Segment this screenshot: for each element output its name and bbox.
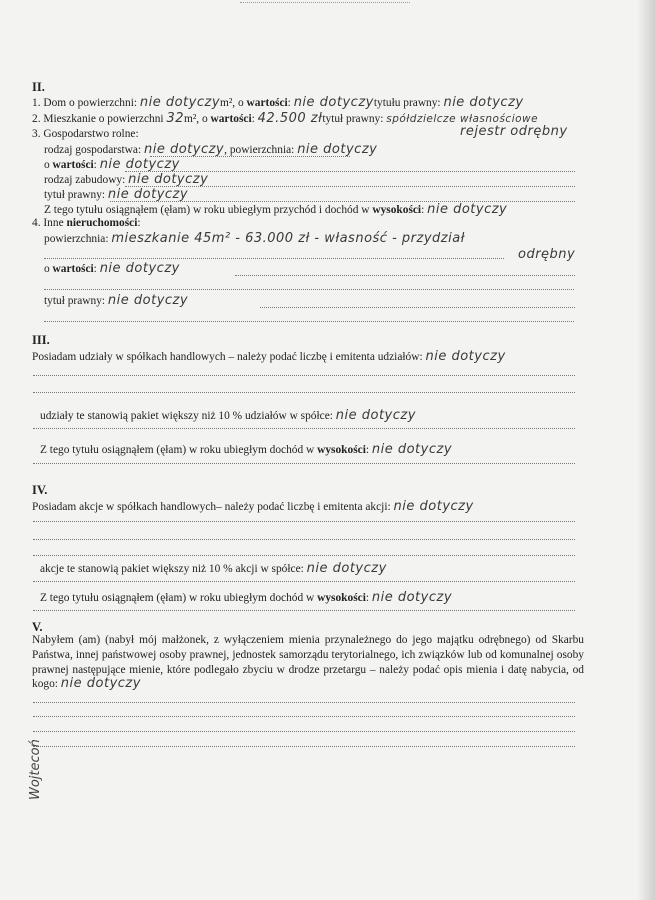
- farm-building-handwritten: nie dotyczy: [128, 172, 209, 187]
- dotted-line: [125, 186, 575, 187]
- dotted-line: [44, 258, 504, 259]
- stocks-handwritten: nie dotyczy: [393, 499, 474, 514]
- farm-income-handwritten: nie dotyczy: [427, 202, 508, 217]
- shares-income-handwritten: nie dotyczy: [371, 442, 453, 457]
- section-heading-3: III.: [32, 333, 50, 347]
- dotted-line: [33, 716, 575, 717]
- dotted-line: [150, 156, 350, 157]
- flat-title-handwritten: spółdzielcze własnościowe: [386, 113, 539, 125]
- dotted-line: [33, 521, 575, 522]
- shares-income-line: Z tego tytułu osiągnąłem (ęłam) w roku ubiegłym dochód w wysokości: nie dotyczy: [40, 442, 453, 457]
- flat-register-handwritten: rejestr odrębny: [460, 124, 568, 139]
- other-value-handwritten: nie dotyczy: [99, 261, 180, 276]
- other-title-handwritten: nie dotyczy: [107, 293, 189, 308]
- dotted-line: [33, 746, 575, 747]
- house-line: 1. Dom o powierzchni: nie dotyczym², o wartości: nie dotyczytytułu prawny: nie dotyczy: [32, 95, 524, 110]
- dotted-line: [33, 375, 575, 376]
- section-heading-5: V.: [32, 620, 43, 634]
- top-divider: [240, 2, 410, 3]
- dotted-line: [260, 307, 575, 308]
- dotted-line: [33, 555, 575, 556]
- flat-line: 2. Mieszkanie o powierzchni 32m², o wartości: 42.500 złtytuł prawny: spółdzielcze własnościowe: [32, 111, 539, 126]
- flat-value-handwritten: 42.500 zł: [257, 111, 323, 126]
- farm-income-line: Z tego tytułu osiągnąłem (ęłam) w roku ubiegłym przychód i dochód w wysokości: nie dotyczy: [44, 202, 508, 217]
- other-area-line: powierzchnia: mieszkanie 45m² - 63.000 zł - własność - przydział: [44, 231, 465, 246]
- house-area-handwritten: nie dotyczy: [139, 95, 221, 110]
- farm-title-handwritten: nie dotyczy: [107, 187, 189, 202]
- section-heading-2: II.: [32, 80, 45, 94]
- page-edge-shadow: [637, 0, 655, 900]
- shares-line: Posiadam udziały w spółkach handlowych – należy podać liczbę i emitenta udziałów: nie dotyczy: [32, 349, 506, 364]
- other-title-line: tytuł prawny: nie dotyczy: [44, 293, 189, 308]
- dotted-line: [33, 731, 575, 732]
- dotted-line: [33, 539, 575, 540]
- handwritten-signature: Wojtecoń: [28, 739, 43, 800]
- other-area-handwritten: mieszkanie 45m² - 63.000 zł - własność - przydział: [111, 231, 465, 246]
- other-value-line: o wartości: nie dotyczy: [44, 261, 180, 276]
- dotted-line: [235, 275, 575, 276]
- stocks-packet-line: akcje te stanowią pakiet większy niż 10 % akcji w spółce: nie dotyczy: [40, 561, 387, 576]
- dotted-line: [33, 610, 575, 611]
- farm-building-line: rodzaj zabudowy: nie dotyczy: [44, 172, 209, 187]
- flat-area-handwritten: 32: [166, 111, 184, 126]
- section-heading-4: IV.: [32, 483, 48, 497]
- stocks-income-handwritten: nie dotyczy: [371, 590, 453, 605]
- dotted-line: [33, 463, 575, 464]
- stocks-line: Posiadam akcje w spółkach handlowych– należy podać liczbę i emitenta akcji: nie dotyczy: [32, 499, 474, 514]
- acquired-property-handwritten: nie dotyczy: [60, 676, 141, 692]
- shares-packet-handwritten: nie dotyczy: [335, 408, 416, 423]
- dotted-line: [33, 392, 575, 393]
- stocks-income-line: Z tego tytułu osiągnąłem (ęłam) w roku ubiegłym dochód w wysokości: nie dotyczy: [40, 590, 453, 605]
- other-area-handwritten-cont: odrębny: [518, 247, 576, 262]
- house-value-handwritten: nie dotyczy: [293, 95, 374, 110]
- shares-handwritten: nie dotyczy: [425, 349, 506, 364]
- farm-type-line: rodzaj gospodarstwa: nie dotyczy, powierzchnia: nie dotyczy: [44, 142, 378, 157]
- dotted-line: [33, 581, 575, 582]
- farm-area-handwritten: nie dotyczy: [297, 142, 378, 157]
- dotted-line: [44, 321, 574, 322]
- dotted-line: [33, 702, 575, 703]
- acquired-property-paragraph: Nabyłem (am) (nabył mój małżonek, z wyłączeniem mienia przynależnego do jego majątku odrębnego) od Skarbu Państwa, innej państwowej osoby prawnej, jednostek samorządu terytorialnego, ich związków lub od komunalnej osoby prawnej następujące mienie, które podlegało zbyciu w drodze przetargu – należy podać opis mienia i datę nabycia, od kogo: nie dotyczy: [32, 634, 584, 692]
- farm-title-line: tytuł prawny: nie dotyczy: [44, 187, 189, 202]
- farm-heading: 3. Gospodarstwo rolne:: [32, 128, 139, 140]
- farm-value-line: o wartości: nie dotyczy: [44, 157, 180, 172]
- dotted-line: [33, 428, 575, 429]
- other-property-heading: 4. Inne nieruchomości:: [32, 217, 141, 229]
- stocks-packet-handwritten: nie dotyczy: [306, 561, 387, 576]
- shares-packet-line: udziały te stanowią pakiet większy niż 10 % udziałów w spółce: nie dotyczy: [40, 408, 416, 423]
- dotted-line: [44, 289, 574, 290]
- farm-value-handwritten: nie dotyczy: [99, 157, 180, 172]
- farm-type-handwritten: nie dotyczy: [143, 142, 225, 157]
- house-title-handwritten: nie dotyczy: [443, 95, 524, 110]
